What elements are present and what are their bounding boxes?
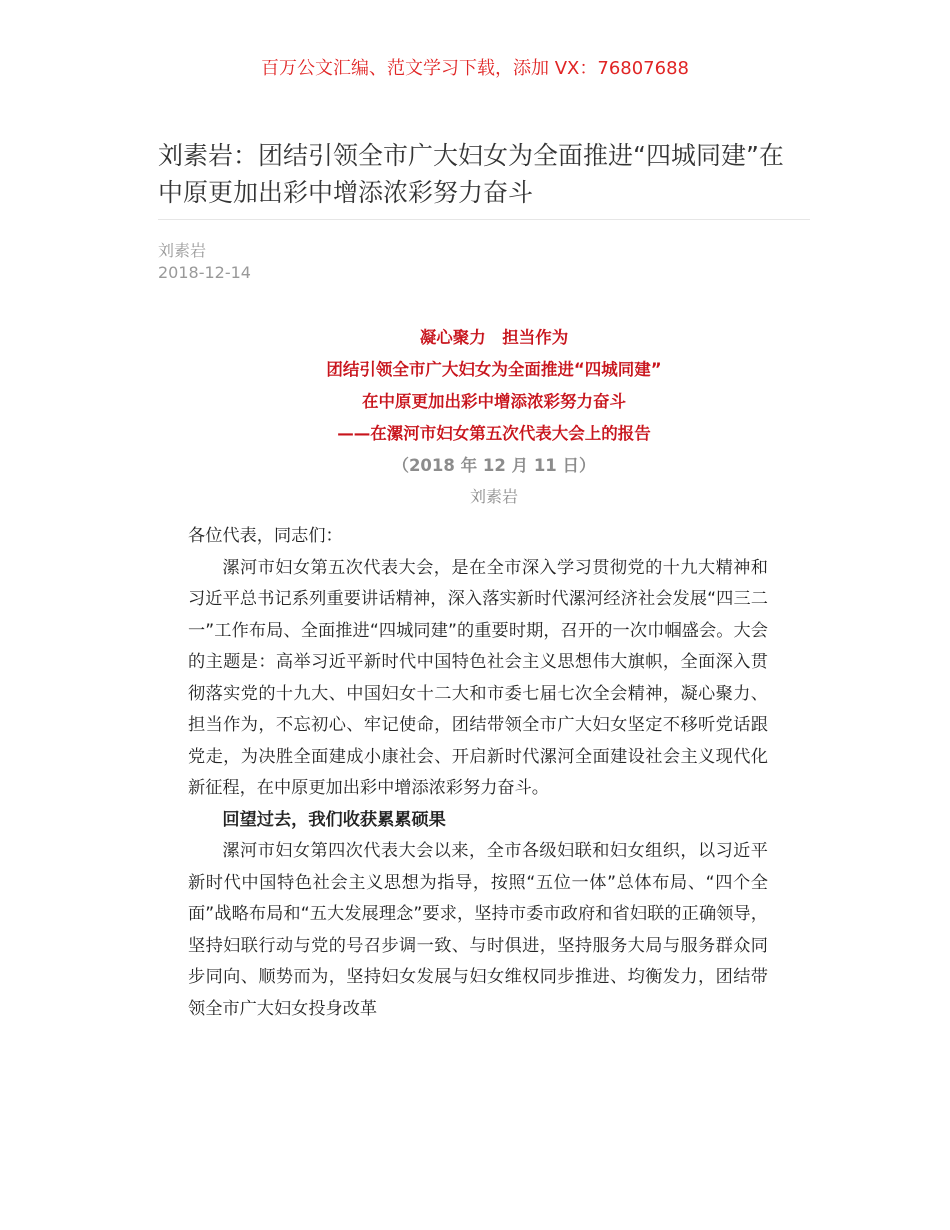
body-paragraph-1: 漯河市妇女第五次代表大会，是在全市深入学习贯彻党的十九大精神和习近平总书记系列重要讲话精神，深入落实新时代漯河经济社会发展“四三二一”工作布局、全面推进“四城同建”的重要时期，召开的一次巾帼盛会。大会的主题是：高举习近平新时代中国特色社会主义思想伟大旗帜，全面深入贯彻落实党的十九大、中国妇女十二大和市委七届七次全会精神，凝心聚力、担当作为，不忘初心、牢记使命，团结带领全市广大妇女坚定不移听党话跟党走，为决胜全面建成小康社会、开启新时代漯河全面建设社会主义现代化新征程，在中原更加出彩中增添浓彩努力奋斗。: [188, 557, 768, 798]
report-heading-line-2: 团结引领全市广大妇女为全面推进“四城同建”: [326, 360, 662, 379]
salutation: 各位代表，同志们：: [188, 526, 343, 546]
report-heading-line-4: ——在漯河市妇女第五次代表大会上的报告: [337, 424, 651, 443]
report-heading-line-3: 在中原更加出彩中增添浓彩努力奋斗: [362, 392, 626, 411]
download-banner: 百万公文汇编、范文学习下载，添加 VX：76807688: [261, 58, 689, 79]
report-date: （2018 年 12 月 11 日）: [392, 456, 596, 475]
report-heading: [150, 322, 838, 512]
article-body: [188, 521, 768, 1025]
section-heading: 回望过去，我们收获累累硕果: [222, 809, 446, 830]
article-date: 2018-12-14: [158, 263, 251, 282]
article-title: 刘素岩：团结引领全市广大妇女为全面推进“四城同建”在中原更加出彩中增添浓彩努力奋斗: [158, 141, 784, 207]
article-author: 刘素岩: [158, 241, 207, 260]
report-heading-line-1: 凝心聚力 担当作为: [419, 328, 569, 347]
body-paragraph-2: 漯河市妇女第四次代表大会以来，全市各级妇联和妇女组织，以习近平新时代中国特色社会主义思想为指导，按照“五位一体”总体布局、“四个全面”战略布局和“五大发展理念”要求，坚持市委市政府和省妇联的正确领导，坚持妇联行动与党的号召步调一致、与时俱进，坚持服务大局与服务群众同步同向、顺势而为，坚持妇女发展与妇女维权同步推进、均衡发力，团结带领全市广大妇女投身改革: [188, 841, 768, 1019]
title-divider: [158, 219, 810, 220]
report-author: 刘素岩: [469, 487, 518, 506]
